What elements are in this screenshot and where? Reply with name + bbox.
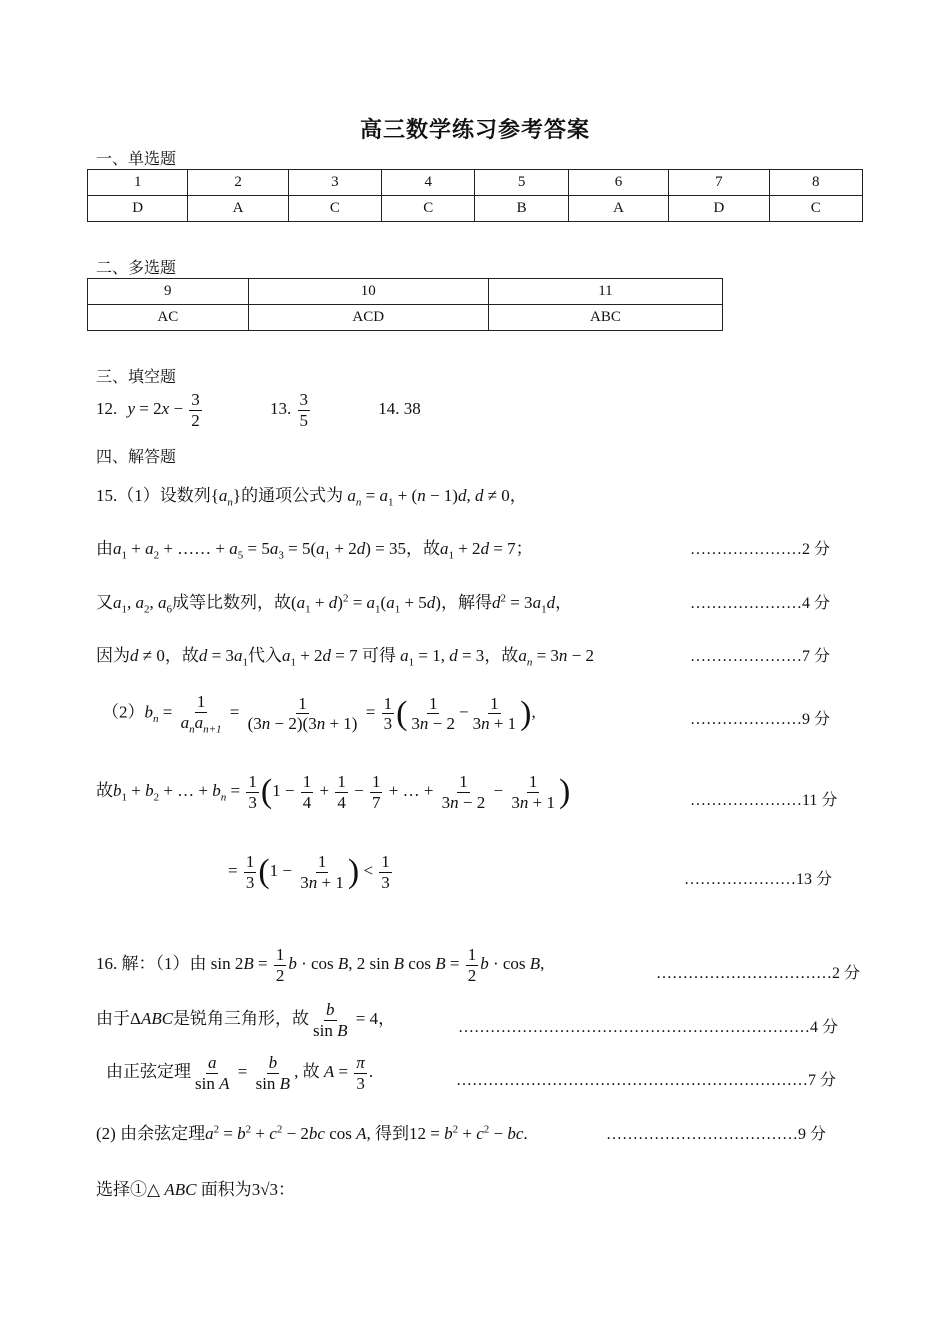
score-marker: …………………13 分: [684, 871, 833, 888]
text: 面积为: [200, 1180, 252, 1199]
fraction: $\frac{3}{2}$: [191, 390, 200, 430]
fraction: $\frac{1}{3}$: [248, 772, 257, 812]
fraction: $\frac{b}{\text{sin B}}$: [313, 1000, 348, 1040]
score-marker: …………………………………………………………4 分: [458, 1019, 839, 1036]
table-cell: 7: [669, 170, 769, 196]
q15-line-1: 15.（1）设数列$\{a_n\}$的通项公式为 $a_n = a_1 + (n - 1)d$, d ≠ 0，: [96, 486, 527, 509]
section-heading-multi-choice: 二、多选题: [96, 258, 177, 277]
q16-line-5: 选择①△ ABC 面积为3√3：: [96, 1180, 296, 1199]
fraction: $\frac{1}{2}$: [467, 945, 477, 985]
fraction: $\frac{1}{3n + 1}$: [472, 693, 517, 734]
fraction: $\frac{b}{\text{sin B}}$: [255, 1053, 291, 1093]
fraction: $\frac{1}{3}$: [245, 852, 255, 892]
table-cell: ABC: [488, 305, 722, 331]
fraction: $\frac{1}{3n + 1}$: [511, 772, 555, 812]
fraction: $\frac{1}{a_na_{n+1}}$: [180, 692, 222, 735]
table-cell: 11: [488, 279, 722, 305]
text: 选择①△: [96, 1180, 161, 1199]
text: 16. 解：（1）由: [96, 953, 207, 973]
text: ：: [278, 1180, 296, 1199]
score-marker: …………………2 分: [690, 541, 831, 558]
q13-label: 13.: [270, 398, 292, 418]
fraction: $\frac{1}{2}$: [275, 945, 285, 985]
score-marker: ……………………………2 分: [656, 965, 861, 982]
fraction: $\frac{1}{3n - 2}$: [411, 693, 455, 734]
q15-line-4: 因为d ≠ 0，故$d = 3a_1$代入$a_1 + 2d = 7$ 可得 $a_1 = 1$, d = 3，故$a_n = 3n - 2$: [96, 646, 594, 669]
table-cell: 2: [188, 170, 288, 196]
fraction: $\frac{1}{3n + 1}$: [300, 852, 344, 892]
q12-answer: y: [127, 398, 136, 418]
q15-part2-line-1: $(2)b_n$ = $\frac{1}{a_na_{n+1}}$ = $\frac{1}{(3n - 2)(3n + 1)}$ = $\frac{1}{3}$ ( $\frac{1}{3n - 2}$ − $\frac{1}{3n + 1}$ ),: [102, 692, 536, 735]
q16-line-2: 由于ΔABC是锐角三角形，故 $\frac{b}{\text{sin B}}$ = 4，: [96, 1000, 396, 1040]
table-cell: B: [475, 196, 568, 222]
q15-part2-line-2: 故$b_1 + b_2$ + … + $b_n$ = $\frac{1}{3}$ (1 − $\frac{1}{4}$ + $\frac{1}{4}$ − $\frac{1}{7}$ + … + $\frac{1}{3n - 2}$ − $\frac{1}{3n + 1}$ ): [96, 772, 571, 812]
text: ，故: [164, 646, 199, 665]
fraction: $\frac{1}{3n - 2}$: [441, 772, 486, 812]
text: ，故: [484, 646, 519, 665]
text: 代入: [247, 646, 282, 665]
text: 又: [96, 593, 113, 612]
score-marker: …………………7 分: [690, 648, 831, 665]
single-choice-answer-table: [87, 169, 863, 222]
table-cell: A: [188, 196, 288, 222]
text: 成等比数列，故: [172, 593, 291, 612]
section-heading-single-choice: 一、单选题: [96, 149, 177, 168]
table-cell: ACD: [248, 305, 488, 331]
q12-label: 12.: [96, 398, 118, 418]
text: 由正弦定理: [106, 1061, 191, 1081]
fraction: $\frac{1}{3}$: [383, 693, 393, 734]
q15-line-3: 又$a_1$, $a_2$, $a_6$成等比数列，故$(a_1 + d)^2 = a_1(a_1 + 5d)$，解得$d^2 = 3a_1d$，: [96, 592, 573, 616]
table-row-numbers: [88, 170, 863, 196]
table-cell: C: [382, 196, 475, 222]
fraction: $\frac{\pi}{3}$: [356, 1053, 365, 1093]
table-cell: C: [769, 196, 862, 222]
text: （2）: [102, 702, 145, 722]
table-cell: 1: [88, 170, 188, 196]
score-marker: …………………9 分: [690, 711, 831, 728]
table-cell: 10: [248, 279, 488, 305]
fraction: $\frac{a}{\text{sin A}}$: [195, 1053, 230, 1093]
score-marker: …………………4 分: [690, 595, 831, 612]
multi-choice-answer-table: [87, 278, 723, 331]
fraction: $\frac{1}{4}$: [302, 772, 312, 812]
q16-line-3: 由正弦定理 $\frac{a}{\text{sin A}}$ = $\frac{b}{\text{sin B}}$ , 故 A = $\frac{\pi}{3}$ .: [106, 1053, 374, 1093]
fill-blank-answers: 12. y = 2x − $\frac{3}{2}$ 13. $\frac{3}{5}$ 14. 38: [96, 390, 421, 430]
text: (2) 由余弦定理: [96, 1124, 206, 1143]
table-cell: 9: [88, 279, 249, 305]
table-cell: 4: [382, 170, 475, 196]
table-cell: C: [288, 196, 381, 222]
fraction: $\frac{1}{3}$: [381, 852, 390, 892]
text: 得到: [375, 1124, 410, 1143]
text: ，故: [405, 539, 440, 558]
q14-answer: 14. 38: [378, 398, 421, 418]
fraction: $\frac{1}{7}$: [371, 772, 381, 812]
table-row-answers: [88, 305, 723, 331]
fraction: $\frac{1}{4}$: [337, 772, 346, 812]
table-row-numbers: [88, 279, 723, 305]
table-cell: D: [669, 196, 769, 222]
section-heading-fill-blank: 三、填空题: [96, 367, 177, 386]
q15-line-2: 由$a_1 + a_2$ + …… + $a_5 = 5a_3 = 5(a_1 + 2d) = 35$，故$a_1 + 2d = 7$；: [96, 539, 533, 562]
table-cell: D: [88, 196, 188, 222]
table-cell: 5: [475, 170, 568, 196]
fraction: $\frac{1}{(3n - 2)(3n + 1)}$: [247, 693, 358, 734]
table-cell: 6: [568, 170, 668, 196]
score-marker: …………………………………………………………7 分: [456, 1072, 837, 1089]
q13-answer: $\frac{3}{5}$: [299, 390, 309, 430]
table-cell: A: [568, 196, 668, 222]
text: 的通项公式为: [241, 486, 344, 505]
section-heading-solutions: 四、解答题: [96, 447, 177, 466]
table-cell: 8: [769, 170, 862, 196]
table-cell: AC: [88, 305, 249, 331]
q16-line-4: (2) 由余弦定理$a^2 = b^2 + c^2 - 2bc$ cos A, 得到$12 = b^2 + c^2$ − bc.: [96, 1123, 528, 1143]
text: 可得: [361, 646, 396, 665]
table-cell: 3: [288, 170, 381, 196]
score-marker: …………………11 分: [690, 792, 838, 809]
text: 由于: [96, 1008, 130, 1028]
text: 15.（1）设数列: [96, 486, 211, 505]
table-row-answers: [88, 196, 863, 222]
text: 由: [96, 539, 113, 558]
text: 因为: [96, 646, 130, 665]
text: ，解得: [440, 593, 492, 612]
text: ；: [515, 539, 533, 558]
score-marker: ………………………………9 分: [606, 1126, 827, 1143]
q15-part2-line-3: = $\frac{1}{3}$ (1 − $\frac{1}{3n + 1}$ ) < $\frac{1}{3}$: [228, 852, 390, 892]
q16-line-1: 16. 解：（1）由 sin 2B = $\frac{1}{2}$ b · cos B, 2 sin B cos B = $\frac{1}{2}$ b · cos B,: [96, 945, 545, 985]
page-title: 高三数学练习参考答案: [359, 117, 590, 143]
text: 是锐角三角形，故: [173, 1008, 310, 1028]
